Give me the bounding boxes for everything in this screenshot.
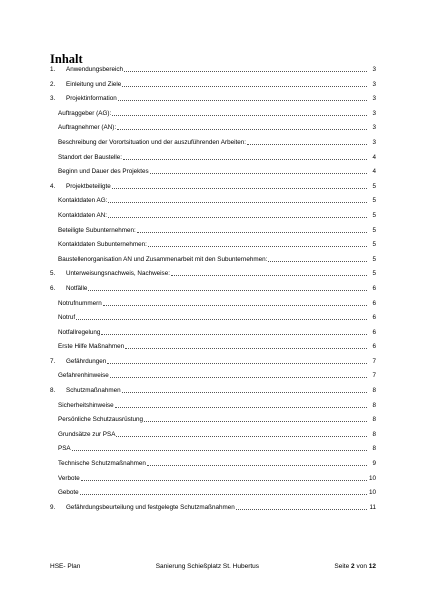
toc-entry-page: 6 xyxy=(372,343,376,351)
toc-dot-leader xyxy=(112,188,367,189)
toc-entry-label: Verbote xyxy=(58,474,80,482)
toc-dot-leader xyxy=(122,86,367,87)
toc-entry[interactable] xyxy=(50,431,376,439)
toc-entry-number: 6. xyxy=(50,284,56,292)
footer-page-prefix: Seite xyxy=(334,563,350,570)
toc-dot-leader xyxy=(81,480,367,481)
toc-entry-label: Anwendungsbereich xyxy=(66,66,124,73)
toc-entry-page: 10 xyxy=(368,474,376,482)
toc-entry-number: 1. xyxy=(50,66,56,73)
toc-entry[interactable] xyxy=(50,300,376,308)
toc-entry-page: 7 xyxy=(372,372,376,380)
toc-entry-label: Technische Schutzmaßnahmen xyxy=(58,460,146,468)
toc-entry[interactable] xyxy=(50,81,376,89)
toc-entry-label: Standort der Baustelle: xyxy=(58,153,123,161)
toc-dot-leader xyxy=(88,290,367,291)
toc-entry[interactable] xyxy=(50,183,376,191)
toc-entry[interactable] xyxy=(50,387,376,395)
toc-entry-label: Auftraggeber (AG): xyxy=(58,109,112,117)
toc-entry-page: 6 xyxy=(372,314,376,322)
toc-dot-leader xyxy=(118,100,367,101)
toc-entry-label: PSA xyxy=(58,445,71,453)
toc-entry[interactable] xyxy=(50,168,376,176)
toc-entry-label: Unterweisungsnachweis, Nachweise: xyxy=(66,270,170,278)
toc-entry-page: 4 xyxy=(372,168,376,176)
toc-entry-page: 5 xyxy=(372,241,376,249)
toc-entry-page: 6 xyxy=(372,299,376,307)
toc-entry[interactable] xyxy=(50,285,376,293)
toc-entry[interactable] xyxy=(50,256,376,264)
toc-entry-number: 3. xyxy=(50,95,56,103)
toc-dot-leader xyxy=(144,421,367,422)
toc-entry-label: Gefährdungsbeurteilung und festgelegte Schutzmaßnahmen xyxy=(66,503,235,511)
toc-entry-page: 5 xyxy=(372,255,376,263)
toc-entry-label: Einleitung und Ziele xyxy=(66,80,122,88)
toc-dot-leader xyxy=(122,392,367,393)
toc-entry-label: Grundsätze zur PSA xyxy=(58,430,116,438)
table-of-contents xyxy=(50,66,376,512)
toc-entry-page: 3 xyxy=(372,66,376,73)
toc-entry-number: 7. xyxy=(50,357,56,365)
toc-entry-page: 3 xyxy=(372,138,376,146)
toc-entry[interactable] xyxy=(50,329,376,337)
toc-dot-leader xyxy=(72,450,367,451)
toc-entry-page: 8 xyxy=(372,401,376,409)
toc-entry[interactable] xyxy=(50,460,376,468)
toc-dot-leader xyxy=(110,377,367,378)
toc-entry[interactable] xyxy=(50,416,376,424)
toc-entry[interactable] xyxy=(50,314,376,322)
toc-entry[interactable] xyxy=(50,445,376,453)
toc-entry[interactable] xyxy=(50,343,376,351)
footer-project-name: Sanierung Schießplatz St. Hubertus xyxy=(155,563,260,570)
toc-dot-leader xyxy=(137,232,367,233)
toc-entry-page: 5 xyxy=(372,182,376,190)
toc-entry[interactable] xyxy=(50,110,376,118)
footer-document-name: HSE- Plan xyxy=(50,563,81,570)
toc-entry-label: Gefahrenhinweise xyxy=(58,372,109,380)
toc-entry-page: 8 xyxy=(372,416,376,424)
toc-entry-page: 8 xyxy=(372,387,376,395)
toc-dot-leader xyxy=(125,348,367,349)
toc-dot-leader xyxy=(147,465,367,466)
toc-entry-number: 9. xyxy=(50,503,56,511)
toc-entry-label: Sicherheitshinweise xyxy=(58,401,114,409)
toc-entry-label: Schutzmaßnahmen xyxy=(66,387,121,395)
toc-entry-number: 2. xyxy=(50,80,56,88)
toc-entry-page: 3 xyxy=(372,95,376,103)
toc-entry[interactable] xyxy=(50,154,376,162)
toc-entry[interactable] xyxy=(50,504,376,512)
toc-entry[interactable] xyxy=(50,95,376,103)
toc-entry-label: Kontaktdaten AN: xyxy=(58,211,108,219)
toc-dot-leader xyxy=(117,129,367,130)
toc-entry-page: 10 xyxy=(368,489,376,497)
toc-dot-leader xyxy=(108,217,367,218)
toc-entry-number: 8. xyxy=(50,387,56,395)
footer-page-number xyxy=(334,563,376,570)
toc-dot-leader xyxy=(124,71,367,72)
toc-entry-label: Kontaktdaten Subunternehmen: xyxy=(58,241,147,249)
toc-entry-label: Auftragnehmer (AN): xyxy=(58,124,117,132)
toc-entry-label: Notfallregelung xyxy=(58,328,101,336)
toc-entry-page: 5 xyxy=(372,270,376,278)
toc-entry[interactable] xyxy=(50,358,376,366)
toc-dot-leader xyxy=(148,246,367,247)
toc-entry-label: Gefährdungen xyxy=(66,357,107,365)
footer-page-total: 12 xyxy=(368,563,376,570)
toc-entry-label: Baustellenorganisation AN und Zusammenarbeit mit den Subunternehmen: xyxy=(58,255,268,263)
footer-page-current: 2 xyxy=(351,563,355,570)
toc-entry-label: Projektinformation xyxy=(66,95,117,103)
toc-entry-label: Beschreibung der Vorortsituation und der auszuführenden Arbeiten: xyxy=(58,138,246,146)
toc-entry[interactable] xyxy=(50,139,376,147)
toc-entry-page: 3 xyxy=(372,80,376,88)
toc-entry-number: 5. xyxy=(50,270,56,278)
toc-dot-leader xyxy=(76,319,367,320)
toc-entry-page: 8 xyxy=(372,445,376,453)
toc-entry-label: Beteiligte Subunternehmen: xyxy=(58,226,136,234)
toc-dot-leader xyxy=(171,275,367,276)
toc-dot-leader xyxy=(80,494,367,495)
toc-entry-label: Persönliche Schutzausrüstung xyxy=(58,416,144,424)
toc-entry[interactable] xyxy=(50,372,376,380)
toc-dot-leader xyxy=(150,173,367,174)
toc-entry-page: 4 xyxy=(372,153,376,161)
toc-entry[interactable] xyxy=(50,227,376,235)
toc-dot-leader xyxy=(101,334,367,335)
toc-entry-page: 9 xyxy=(372,460,376,468)
toc-entry[interactable] xyxy=(50,212,376,220)
toc-dot-leader xyxy=(112,115,367,116)
toc-entry-label: Notrufnummern xyxy=(58,299,102,307)
toc-dot-leader xyxy=(123,159,367,160)
toc-entry-label: Erste Hilfe Maßnahmen xyxy=(58,343,125,351)
toc-entry-page: 5 xyxy=(372,226,376,234)
toc-entry-page: 5 xyxy=(372,197,376,205)
toc-entry[interactable] xyxy=(50,66,376,74)
toc-dot-leader xyxy=(236,509,367,510)
toc-entry-page: 5 xyxy=(372,211,376,219)
toc-entry[interactable] xyxy=(50,197,376,205)
toc-entry-label: Notruf xyxy=(58,314,76,322)
toc-entry-label: Notfälle xyxy=(66,284,88,292)
toc-entry-page: 7 xyxy=(372,357,376,365)
toc-entry[interactable] xyxy=(50,475,376,483)
toc-entry[interactable] xyxy=(50,489,376,497)
page-footer xyxy=(50,563,376,570)
toc-entry-page: 6 xyxy=(372,328,376,336)
toc-dot-leader xyxy=(108,202,367,203)
toc-entry-label: Kontaktdaten AG: xyxy=(58,197,108,205)
toc-entry-number: 4. xyxy=(50,182,56,190)
toc-dot-leader xyxy=(103,305,367,306)
toc-entry-label: Projektbeteiligte xyxy=(66,182,111,190)
toc-entry-page: 8 xyxy=(372,430,376,438)
toc-entry-page: 11 xyxy=(369,503,376,511)
toc-dot-leader xyxy=(247,144,367,145)
toc-entry-page: 6 xyxy=(372,284,376,292)
toc-entry-label: Gebote xyxy=(58,489,79,497)
toc-entry[interactable] xyxy=(50,124,376,132)
toc-title: Inhalt xyxy=(50,52,83,66)
toc-entry[interactable] xyxy=(50,402,376,410)
toc-dot-leader xyxy=(116,436,367,437)
toc-entry[interactable] xyxy=(50,270,376,278)
toc-dot-leader xyxy=(115,407,367,408)
toc-dot-leader xyxy=(107,363,367,364)
toc-entry[interactable] xyxy=(50,241,376,249)
toc-entry-page: 3 xyxy=(372,109,376,117)
toc-entry-label: Beginn und Dauer des Projektes xyxy=(58,168,149,176)
toc-dot-leader xyxy=(268,261,367,262)
toc-entry-page: 3 xyxy=(372,124,376,132)
footer-page-sep: von xyxy=(356,563,367,570)
